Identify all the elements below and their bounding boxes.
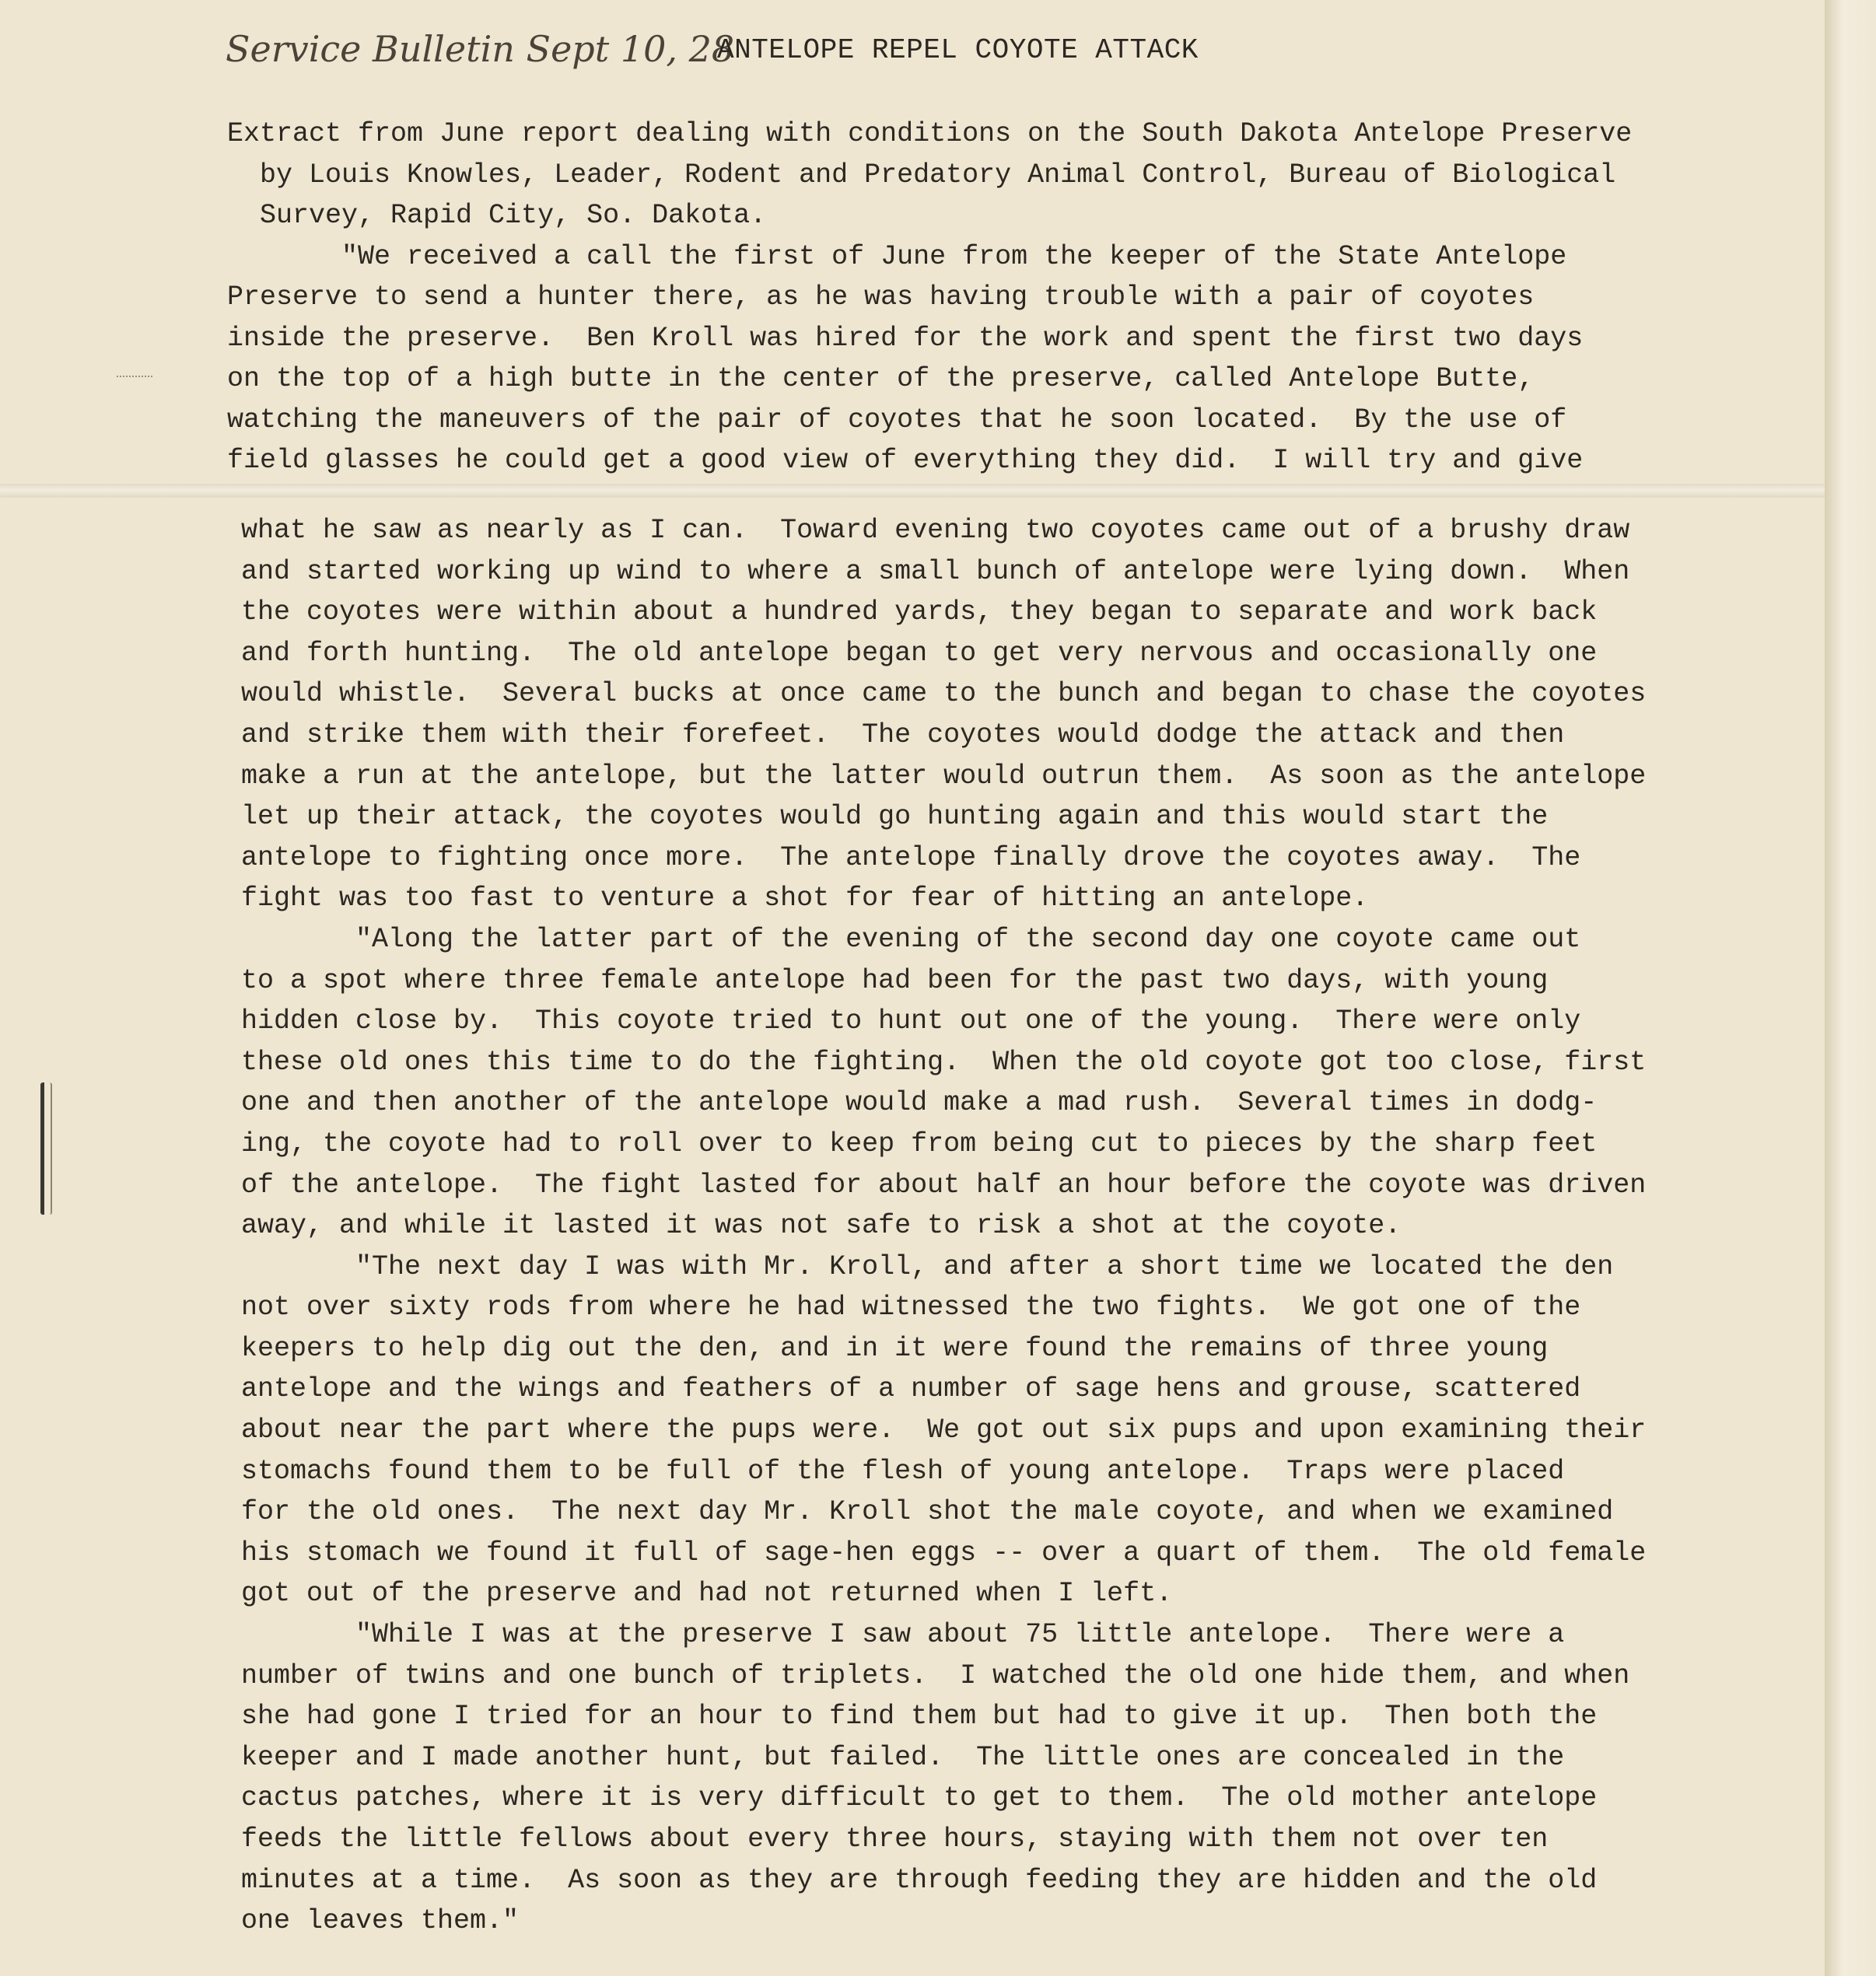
text-line: not over sixty rods from where he had witnessed the two fights. We got one of the (241, 1292, 1581, 1324)
text-line: "While I was at the preserve I saw about 75 little antelope. There were a (241, 1619, 1565, 1651)
margin-clip-mark (40, 1082, 52, 1215)
text-line: one leaves them." (241, 1905, 520, 1937)
text-line: one and then another of the antelope would make a mad rush. Several times in dodg- (241, 1087, 1598, 1119)
text-line: on the top of a high butte in the center of the preserve, called Antelope Butte, (227, 363, 1535, 394)
text-line: Preserve to send a hunter there, as he was having trouble with a pair of coyotes (227, 282, 1535, 313)
handwritten-annotation: Service Bulletin Sept 10, 28 (226, 28, 735, 70)
text-line: ing, the coyote had to roll over to keep from being cut to pieces by the sharp feet (241, 1128, 1598, 1159)
text-line: and forth hunting. The old antelope began to get very nervous and occasionally one (241, 637, 1598, 669)
text-line: hidden close by. This coyote tried to hunt out one of the young. There were only (241, 1005, 1581, 1037)
text-line: let up their attack, the coyotes would go hunting again and this would start the (241, 801, 1549, 833)
text-line: of the antelope. The fight lasted for about half an hour before the coyote was driven (241, 1169, 1647, 1201)
text-line: would whistle. Several bucks at once came to the bunch and began to chase the coyotes (241, 678, 1647, 710)
text-line: keepers to help dig out the den, and in it were found the remains of three young (241, 1332, 1549, 1364)
text-line: these old ones this time to do the fighting. When the old coyote got too close, first (241, 1046, 1647, 1078)
text-line: and strike them with their forefeet. The coyotes would dodge the attack and then (241, 719, 1565, 750)
text-line: make a run at the antelope, but the latter would outrun them. As soon as the antelope (241, 760, 1647, 792)
text-line: his stomach we found it full of sage-hen eggs -- over a quart of them. The old female (241, 1537, 1647, 1569)
pencil-mark (117, 376, 152, 380)
text-line: feeds the little fellows about every three hours, staying with them not over ten (241, 1824, 1549, 1855)
text-line: "We received a call the first of June from the keeper of the State Antelope (227, 240, 1567, 272)
text-line: field glasses he could get a good view of everything they did. I will try and give (227, 445, 1584, 476)
text-line: and started working up wind to where a small bunch of antelope were lying down. When (241, 555, 1630, 587)
text-line: about near the part where the pups were. We got out six pups and upon examining their (241, 1415, 1647, 1446)
text-line: antelope to fighting once more. The antelope finally drove the coyotes away. The (241, 841, 1581, 873)
text-line: inside the preserve. Ben Kroll was hired for the work and spent the first two days (227, 322, 1584, 354)
document-title: ANTELOPE REPEL COYOTE ATTACK (717, 34, 1199, 66)
lower-text-block (241, 510, 1646, 1942)
text-line: by Louis Knowles, Leader, Rodent and Predatory Animal Control, Bureau of Biological (227, 159, 1616, 191)
text-line: "Along the latter part of the evening of the second day one coyote came out (241, 923, 1581, 955)
page-edge (1825, 0, 1876, 1976)
text-line: number of twins and one bunch of triplets. I watched the old one hide them, and when (241, 1659, 1630, 1691)
text-line: away, and while it lasted it was not safe to risk a shot at the coyote. (241, 1210, 1402, 1242)
text-line: antelope and the wings and feathers of a number of sage hens and grouse, scattered (241, 1373, 1581, 1405)
text-line: Survey, Rapid City, So. Dakota. (227, 200, 767, 231)
fold-crease (0, 484, 1825, 498)
text-line: she had gone I tried for an hour to find them but had to give it up. Then both the (241, 1701, 1598, 1733)
text-line: watching the maneuvers of the pair of coyotes that he soon located. By the use of (227, 404, 1567, 435)
text-line: fight was too fast to venture a shot for fear of hitting an antelope. (241, 883, 1369, 915)
text-line: minutes at a time. As soon as they are through feeding they are hidden and the old (241, 1864, 1598, 1896)
text-line: stomachs found them to be full of the flesh of young antelope. Traps were placed (241, 1455, 1565, 1487)
text-line: Extract from June report dealing with conditions on the South Dakota Antelope Preserve (227, 118, 1633, 149)
text-line: got out of the preserve and had not returned when I left. (241, 1578, 1173, 1610)
text-line: what he saw as nearly as I can. Toward evening two coyotes came out of a brushy draw (241, 515, 1630, 546)
text-line: "The next day I was with Mr. Kroll, and after a short time we located the den (241, 1250, 1614, 1282)
text-line: for the old ones. The next day Mr. Kroll shot the male coyote, and when we examined (241, 1496, 1614, 1528)
text-line: keeper and I made another hunt, but failed. The little ones are concealed in the (241, 1741, 1565, 1773)
text-line: to a spot where three female antelope had been for the past two days, with young (241, 964, 1549, 996)
upper-text-block (227, 114, 1632, 481)
text-line: cactus patches, where it is very difficult to get to them. The old mother antelope (241, 1782, 1598, 1814)
text-line: the coyotes were within about a hundred yards, they began to separate and work back (241, 596, 1598, 628)
